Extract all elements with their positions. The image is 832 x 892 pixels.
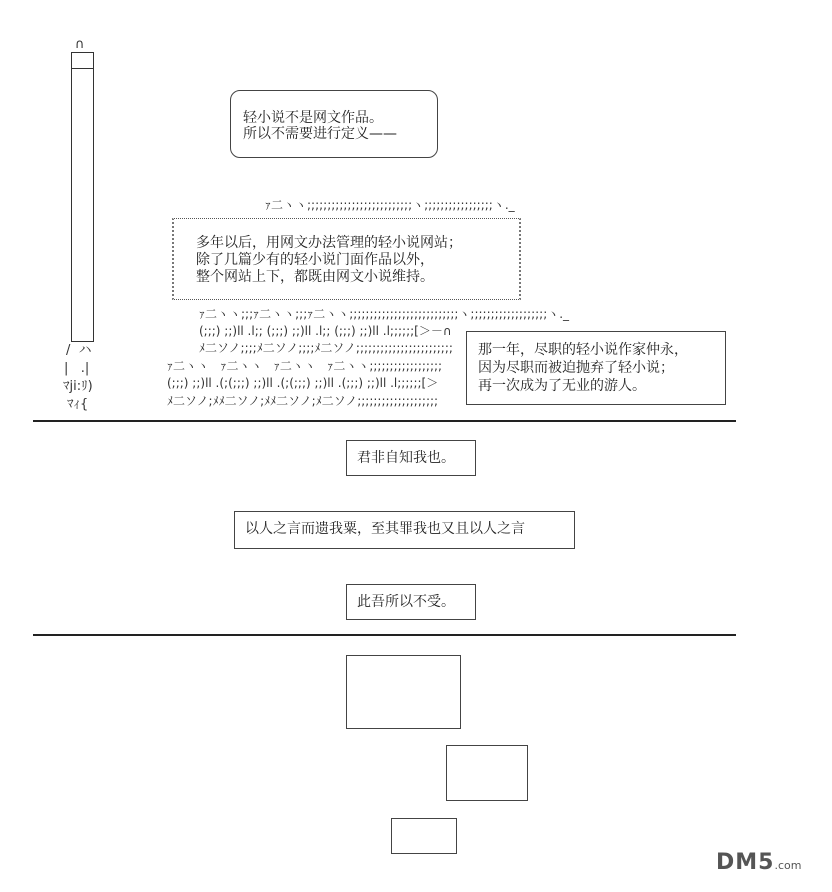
crowd-row-2: ｧ二ヽヽ;;;ｧ二ヽヽ;;;ｧ二ヽヽ;;;;;;;;;;;;;;;;;;;;;;;;;;;ヽ;;;;;;;;;;;;;;;;;;;ヽ._ xyxy=(199,307,570,321)
narration-line-2: 除了几篇少有的轻小说门面作品以外， xyxy=(196,252,434,268)
pole-top: ∩ xyxy=(75,37,85,52)
empty-panel-3 xyxy=(391,818,457,854)
crowd-row-6: (;;;) ;;)ll .(;(;;;) ;;)ll .(;(;;;) ;;)ll .(;;;) ;;)ll .l;;;;;;[＞ xyxy=(167,376,439,390)
divider-top xyxy=(33,420,736,422)
quote-line-2: 以人之言而遗我粟，至其罪我也又且以人之言 xyxy=(245,521,525,537)
side-box-line-3: 再一次成为了无业的游人。 xyxy=(478,378,646,394)
divider-bottom xyxy=(33,634,736,636)
narration-line-1: 多年以后，用网文办法管理的轻小说网站； xyxy=(196,235,462,251)
pole-right-edge xyxy=(93,52,94,342)
side-box-line-2: 因为尽职而被迫抛弃了轻小说； xyxy=(478,360,674,376)
narration-line-3: 整个网站上下，都既由网文小说维持。 xyxy=(196,269,434,285)
empty-panel-1 xyxy=(346,655,461,729)
watermark-suffix: .com xyxy=(774,859,802,872)
figure-row-3: ﾏji:ﾘ) xyxy=(63,379,93,394)
speech-bubble-line-2: 所以不需要进行定义—— xyxy=(243,126,397,142)
watermark-logo xyxy=(716,850,801,875)
crowd-row-7: ﾒ二ソノ;ﾒﾒ二ソノ;ﾒﾒ二ソノ;ﾒ二ソノ;;;;;;;;;;;;;;;;;;;; xyxy=(167,394,439,408)
crowd-row-4: ﾒ二ソノ;;;;ﾒ二ソノ;;;;ﾒ二ソノ;;;;;;;;;;;;;;;;;;;;;;;; xyxy=(199,341,453,355)
crowd-row-3: (;;;) ;;)ll .l;; (;;;) ;;)ll .l;; (;;;) ;;)ll .l;;;;;;[＞－∩ xyxy=(199,324,452,338)
speech-bubble-line-1: 轻小说不是网文作品。 xyxy=(243,110,383,126)
pole-left-edge xyxy=(71,52,72,342)
figure-row-2: | .| xyxy=(64,361,90,376)
figure-row-4: ﾏｨ{ xyxy=(67,397,89,412)
crowd-row-1: ｧ二ヽヽ;;;;;;;;;;;;;;;;;;;;;;;;;;ヽ;;;;;;;;;;;;;;;;;ヽ._ xyxy=(265,198,515,212)
figure-row-1: / ハ xyxy=(66,343,92,358)
crowd-row-5: ｧ二ヽヽ ｧ二ヽヽ ｧ二ヽヽ ｧ二ヽヽ;;;;;;;;;;;;;;;;;; xyxy=(167,359,443,373)
quote-line-3: 此吾所以不受。 xyxy=(357,594,455,610)
quote-line-1: 君非自知我也。 xyxy=(357,450,455,466)
pole-cap-line-2 xyxy=(71,68,94,69)
pole-cap-line xyxy=(71,52,94,53)
empty-panel-2 xyxy=(446,745,528,801)
watermark-brand: DM5 xyxy=(716,850,775,875)
side-box-line-1: 那一年，尽职的轻小说作家仲永， xyxy=(478,342,688,358)
